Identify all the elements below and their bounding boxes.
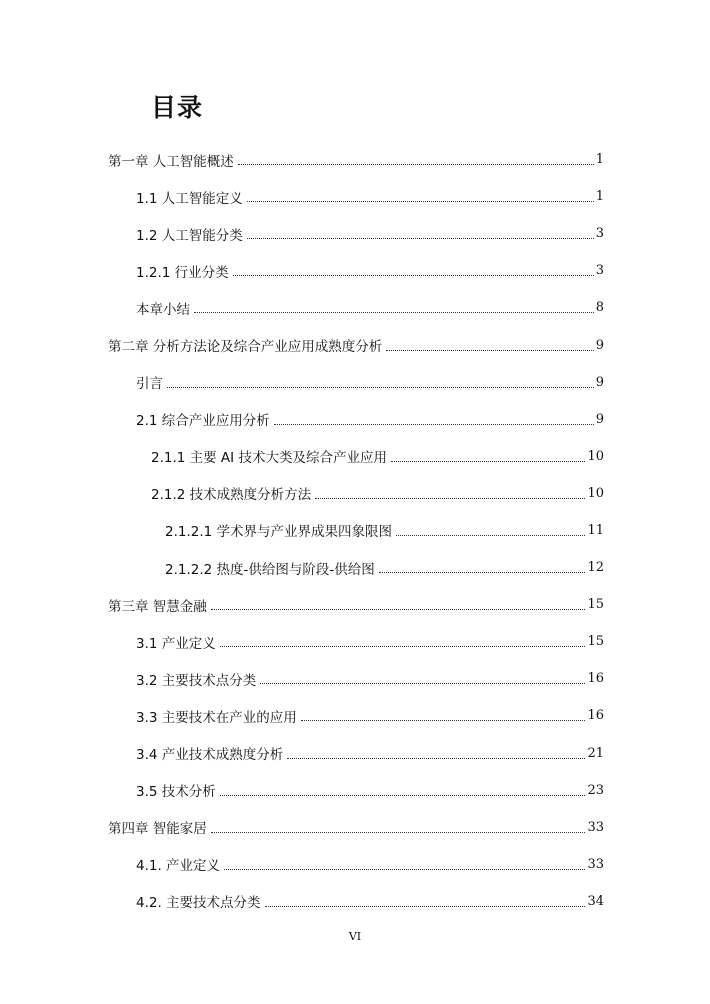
toc-entry[interactable] bbox=[136, 772, 604, 809]
toc-entry[interactable] bbox=[136, 697, 604, 734]
toc-leader-dots bbox=[194, 312, 594, 313]
toc-entry-page-number: 1 bbox=[595, 152, 604, 168]
toc-entry[interactable] bbox=[108, 586, 604, 623]
table-of-contents bbox=[0, 141, 710, 920]
toc-entry-label: 2.1.1 主要 AI 技术大类及综合产业应用 bbox=[151, 450, 387, 467]
toc-entry-label: 3.5 技术分析 bbox=[136, 784, 216, 801]
toc-entry-label: 1.2 人工智能分类 bbox=[136, 227, 243, 244]
toc-entry-label: 2.1.2.2 热度-供给图与阶段-供给图 bbox=[165, 561, 375, 578]
toc-entry[interactable] bbox=[151, 475, 604, 512]
toc-entry-page-number: 23 bbox=[587, 782, 604, 798]
toc-entry-page-number: 21 bbox=[587, 745, 604, 761]
toc-entry[interactable] bbox=[136, 623, 604, 660]
toc-leader-dots bbox=[220, 646, 586, 647]
toc-leader-dots bbox=[238, 164, 594, 165]
toc-leader-dots bbox=[386, 350, 593, 351]
toc-entry-label: 3.3 主要技术在产业的应用 bbox=[136, 709, 297, 726]
toc-entry[interactable] bbox=[136, 252, 604, 289]
toc-entry-page-number: 11 bbox=[587, 522, 604, 538]
toc-leader-dots bbox=[224, 869, 585, 870]
toc-entry[interactable] bbox=[136, 364, 604, 401]
page-title: 目录 bbox=[151, 93, 204, 122]
toc-leader-dots bbox=[167, 387, 594, 388]
toc-leader-dots bbox=[247, 238, 594, 239]
toc-entry[interactable] bbox=[136, 735, 604, 772]
toc-entry[interactable] bbox=[165, 512, 604, 549]
toc-entry[interactable] bbox=[136, 289, 604, 326]
toc-entry[interactable] bbox=[136, 883, 604, 920]
toc-leader-dots bbox=[247, 201, 594, 202]
toc-entry-page-number: 33 bbox=[587, 819, 604, 835]
toc-entry-label: 3.2 主要技术点分类 bbox=[136, 672, 257, 689]
toc-entry[interactable] bbox=[108, 809, 604, 846]
toc-entry-label: 2.1.2 技术成熟度分析方法 bbox=[151, 487, 312, 504]
toc-entry-page-number: 15 bbox=[587, 634, 604, 650]
toc-entry[interactable] bbox=[108, 141, 604, 178]
page-number-footer: VI bbox=[348, 930, 362, 943]
toc-leader-dots bbox=[391, 461, 586, 462]
toc-entry-page-number: 9 bbox=[595, 411, 604, 427]
toc-entry-label: 1.1 人工智能定义 bbox=[136, 190, 243, 207]
toc-entry[interactable] bbox=[136, 401, 604, 438]
toc-leader-dots bbox=[379, 572, 586, 573]
toc-entry-label: 3.1 产业定义 bbox=[136, 635, 216, 652]
toc-entry[interactable] bbox=[136, 178, 604, 215]
toc-entry[interactable] bbox=[136, 215, 604, 252]
toc-entry-label: 3.4 产业技术成熟度分析 bbox=[136, 747, 284, 764]
toc-leader-dots bbox=[211, 832, 586, 833]
toc-entry-page-number: 12 bbox=[587, 560, 604, 576]
toc-leader-dots bbox=[315, 498, 585, 499]
toc-leader-dots bbox=[265, 906, 586, 907]
toc-entry-label: 第一章 人工智能概述 bbox=[108, 153, 234, 170]
toc-leader-dots bbox=[274, 424, 594, 425]
toc-entry-page-number: 9 bbox=[595, 337, 604, 353]
toc-entry-label: 1.2.1 行业分类 bbox=[136, 264, 229, 281]
toc-entry-page-number: 16 bbox=[587, 708, 604, 724]
toc-entry-page-number: 8 bbox=[595, 300, 604, 316]
toc-entry-label: 4.2. 主要技术点分类 bbox=[136, 895, 261, 912]
toc-leader-dots bbox=[260, 683, 585, 684]
toc-entry-label: 第二章 分析方法论及综合产业应用成熟度分析 bbox=[108, 339, 383, 356]
toc-leader-dots bbox=[301, 720, 586, 721]
toc-entry-page-number: 15 bbox=[587, 597, 604, 613]
toc-entry[interactable] bbox=[151, 438, 604, 475]
toc-leader-dots bbox=[233, 275, 594, 276]
toc-entry-page-number: 9 bbox=[595, 374, 604, 390]
toc-leader-dots bbox=[211, 609, 586, 610]
toc-entry-page-number: 33 bbox=[587, 856, 604, 872]
toc-leader-dots bbox=[396, 535, 585, 536]
toc-entry-label: 第四章 智能家居 bbox=[108, 821, 207, 838]
toc-entry-label: 第三章 智慧金融 bbox=[108, 598, 207, 615]
toc-entry-label: 引言 bbox=[136, 376, 163, 393]
toc-leader-dots bbox=[287, 758, 585, 759]
toc-entry[interactable] bbox=[136, 660, 604, 697]
toc-entry[interactable] bbox=[165, 549, 604, 586]
toc-entry-label: 本章小结 bbox=[136, 301, 190, 318]
toc-entry-page-number: 10 bbox=[587, 448, 604, 464]
toc-entry[interactable] bbox=[108, 326, 604, 363]
toc-entry-page-number: 3 bbox=[595, 263, 604, 279]
toc-entry-page-number: 34 bbox=[587, 893, 604, 909]
toc-entry-page-number: 3 bbox=[595, 226, 604, 242]
toc-entry-label: 2.1.2.1 学术界与产业界成果四象限图 bbox=[165, 524, 393, 541]
toc-entry-page-number: 16 bbox=[587, 671, 604, 687]
toc-entry[interactable] bbox=[136, 846, 604, 883]
toc-entry-page-number: 10 bbox=[587, 485, 604, 501]
toc-entry-label: 2.1 综合产业应用分析 bbox=[136, 413, 270, 430]
toc-entry-label: 4.1. 产业定义 bbox=[136, 858, 221, 875]
toc-leader-dots bbox=[220, 795, 586, 796]
toc-entry-page-number: 1 bbox=[595, 189, 604, 205]
